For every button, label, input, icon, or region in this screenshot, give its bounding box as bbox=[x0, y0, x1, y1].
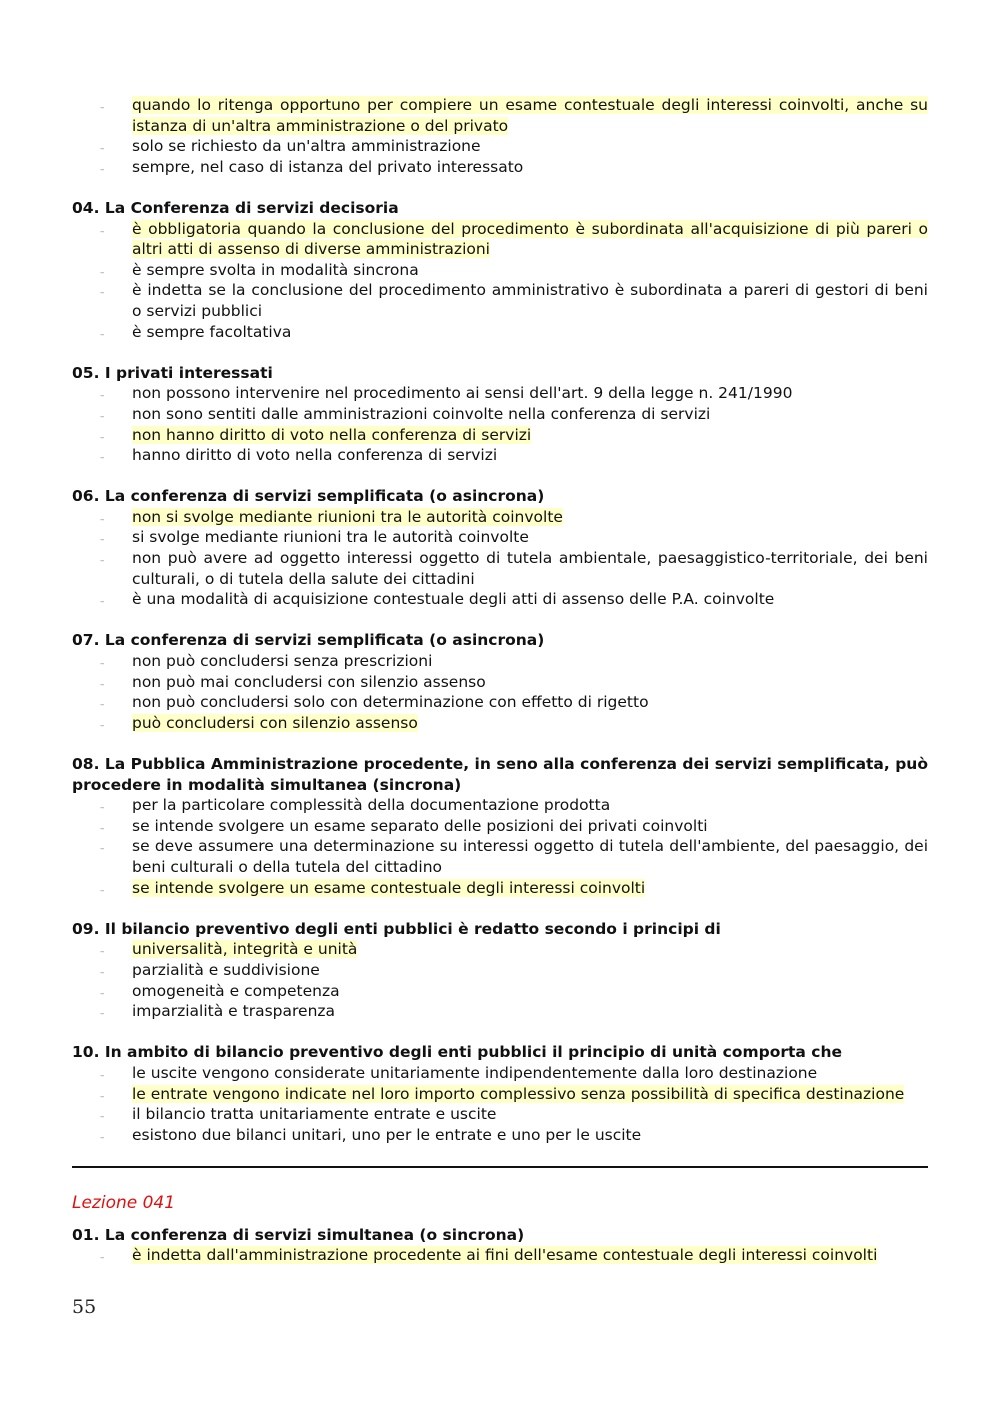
bullet-icon: – bbox=[100, 164, 105, 175]
answer-option bbox=[72, 816, 928, 837]
answer-option-correct bbox=[72, 1245, 928, 1266]
answer-option bbox=[72, 280, 928, 321]
answer-text: per la particolare complessità della documentazione prodotta bbox=[132, 796, 611, 815]
answer-option bbox=[72, 795, 928, 816]
answer-text: è obbligatoria quando la conclusione del procedimento è subordinata all'acquisizione di più pareri o altri atti di assenso di diverse amministrazioni bbox=[132, 219, 928, 259]
answer-option bbox=[72, 445, 928, 466]
answer-option bbox=[72, 589, 928, 610]
lesson-title: Lezione 041 bbox=[72, 1192, 176, 1213]
answer-text: solo se richiesto da un'altra amministrazione bbox=[132, 137, 481, 156]
question-block bbox=[72, 198, 928, 342]
answer-option bbox=[72, 960, 928, 981]
answer-option bbox=[72, 136, 928, 157]
question-title: 08. La Pubblica Amministrazione procedente, in seno alla conferenza dei servizi semplificata, può procedere in modalità simultanea (sincrona) bbox=[72, 755, 928, 794]
question-block bbox=[72, 630, 928, 733]
answer-text: se deve assumere una determinazione su interessi oggetto di tutela dell'ambiente, del paesaggio, dei beni culturali o della tutela del cittadino bbox=[132, 837, 928, 876]
lesson-question-list bbox=[72, 1225, 928, 1266]
answer-option bbox=[72, 404, 928, 425]
answer-text: le entrate vengono indicate nel loro importo complessivo senza possibilità di specifica destinazione bbox=[132, 1084, 905, 1103]
answer-text: è sempre svolta in modalità sincrona bbox=[132, 260, 419, 279]
answer-text: non può concludersi solo con determinazione con effetto di rigetto bbox=[132, 693, 649, 712]
bullet-icon: – bbox=[100, 1070, 105, 1081]
section-divider bbox=[72, 1166, 928, 1168]
question-block bbox=[72, 1042, 928, 1145]
answer-option-correct bbox=[72, 425, 928, 446]
bullet-icon: – bbox=[100, 823, 105, 834]
answer-option bbox=[72, 527, 928, 548]
answer-option-correct bbox=[72, 939, 928, 960]
answer-text: non può concludersi senza prescrizioni bbox=[132, 652, 433, 671]
bullet-icon: – bbox=[100, 144, 105, 155]
answer-text: le uscite vengono considerate unitariamente indipendentemente dalla loro destinazione bbox=[132, 1063, 818, 1082]
bullet-icon: – bbox=[100, 659, 105, 670]
answer-text: può concludersi con silenzio assenso bbox=[132, 713, 418, 732]
bullet-icon: – bbox=[100, 288, 105, 299]
answer-option bbox=[72, 1104, 928, 1125]
answer-text: parzialità e suddivisione bbox=[132, 960, 320, 979]
answer-text: esistono due bilanci unitari, uno per le entrate e uno per le uscite bbox=[132, 1125, 642, 1144]
bullet-icon: – bbox=[100, 803, 105, 814]
answer-option bbox=[72, 672, 928, 693]
question-block bbox=[72, 1225, 928, 1266]
answer-list bbox=[72, 795, 928, 898]
bullet-icon: – bbox=[100, 988, 105, 999]
bullet-icon: – bbox=[100, 1132, 105, 1143]
answer-option bbox=[72, 383, 928, 404]
answer-option bbox=[72, 322, 928, 343]
answer-text: non può avere ad oggetto interessi oggetto di tutela ambientale, paesaggistico-territoriale, dei beni culturali, o di tutela della salute dei cittadini bbox=[132, 549, 928, 588]
bullet-icon: – bbox=[100, 700, 105, 711]
answer-text: non possono intervenire nel procedimento ai sensi dell'art. 9 della legge n. 241/1990 bbox=[132, 384, 793, 403]
answer-list bbox=[72, 383, 928, 465]
answer-option bbox=[72, 651, 928, 672]
answer-option bbox=[72, 157, 928, 178]
answer-text: non si svolge mediante riunioni tra le autorità coinvolte bbox=[132, 507, 563, 526]
bullet-icon: – bbox=[100, 1253, 105, 1264]
bullet-icon: – bbox=[100, 411, 105, 422]
answer-list bbox=[72, 939, 928, 1021]
bullet-icon: – bbox=[100, 432, 105, 443]
question-title: 06. La conferenza di servizi semplificata (o asincrona) bbox=[72, 487, 545, 506]
question-03-continued bbox=[72, 95, 928, 177]
answer-list bbox=[72, 219, 928, 343]
answer-list bbox=[72, 507, 928, 610]
answer-option bbox=[72, 836, 928, 877]
answer-option bbox=[72, 1063, 928, 1084]
answer-text: universalità, integrità e unità bbox=[132, 940, 358, 959]
bullet-icon: – bbox=[100, 267, 105, 278]
question-list bbox=[72, 198, 928, 1145]
question-title: 09. Il bilancio preventivo degli enti pubblici è redatto secondo i principi di bbox=[72, 919, 721, 938]
question-title: 10. In ambito di bilancio preventivo degli enti pubblici il principio di unità comporta che bbox=[72, 1043, 842, 1062]
bullet-icon: – bbox=[100, 535, 105, 546]
question-title: 04. La Conferenza di servizi decisoria bbox=[72, 198, 399, 217]
answer-option bbox=[72, 1125, 928, 1146]
question-title: 01. La conferenza di servizi simultanea (o sincrona) bbox=[72, 1225, 525, 1244]
answer-text: sempre, nel caso di istanza del privato interessato bbox=[132, 157, 524, 176]
document-page bbox=[72, 95, 928, 1287]
answer-option bbox=[72, 981, 928, 1002]
bullet-icon: – bbox=[100, 844, 105, 855]
answer-text: imparzialità e trasparenza bbox=[132, 1002, 336, 1021]
answer-list bbox=[72, 1245, 928, 1266]
question-title: 07. La conferenza di servizi semplificata (o asincrona) bbox=[72, 631, 545, 650]
answer-list bbox=[72, 95, 928, 177]
answer-text: non sono sentiti dalle amministrazioni coinvolte nella conferenza di servizi bbox=[132, 404, 711, 423]
bullet-icon: – bbox=[100, 1009, 105, 1020]
bullet-icon: – bbox=[100, 329, 105, 340]
answer-text: è indetta se la conclusione del procedimento amministrativo è subordinata a pareri di gestori di beni o servizi pubblici bbox=[132, 281, 928, 320]
bullet-icon: – bbox=[100, 720, 105, 731]
answer-text: quando lo ritenga opportuno per compiere un esame contestuale degli interessi coinvolti, anche su istanza di un'altra amministrazione o del privato bbox=[132, 96, 928, 135]
bullet-icon: – bbox=[100, 947, 105, 958]
answer-option bbox=[72, 1001, 928, 1022]
answer-text: se intende svolgere un esame separato delle posizioni dei privati coinvolti bbox=[132, 816, 708, 835]
question-block bbox=[72, 363, 928, 466]
bullet-icon: – bbox=[100, 885, 105, 896]
bullet-icon: – bbox=[100, 514, 105, 525]
answer-list bbox=[72, 1063, 928, 1145]
answer-text: il bilancio tratta unitariamente entrate e uscite bbox=[132, 1105, 497, 1124]
bullet-icon: – bbox=[100, 453, 105, 464]
bullet-icon: – bbox=[100, 226, 105, 237]
answer-text: è una modalità di acquisizione contestuale degli atti di assenso delle P.A. coinvolte bbox=[132, 590, 775, 609]
bullet-icon: – bbox=[100, 967, 105, 978]
page-number: 55 bbox=[72, 1296, 97, 1318]
bullet-icon: – bbox=[100, 391, 105, 402]
bullet-icon: – bbox=[100, 679, 105, 690]
answer-option-correct bbox=[72, 219, 928, 260]
answer-text: non può mai concludersi con silenzio assenso bbox=[132, 672, 486, 691]
answer-text: non hanno diritto di voto nella conferenza di servizi bbox=[132, 425, 532, 444]
bullet-icon: – bbox=[100, 597, 105, 608]
answer-option-correct bbox=[72, 713, 928, 734]
answer-text: è indetta dall'amministrazione procedente ai fini dell'esame contestuale degli interessi coinvolti bbox=[132, 1246, 878, 1265]
question-block bbox=[72, 486, 928, 610]
answer-text: si svolge mediante riunioni tra le autorità coinvolte bbox=[132, 528, 529, 547]
answer-text: hanno diritto di voto nella conferenza di servizi bbox=[132, 446, 498, 465]
answer-option-correct bbox=[72, 95, 928, 136]
bullet-icon: – bbox=[100, 1112, 105, 1123]
answer-text: è sempre facoltativa bbox=[132, 322, 292, 341]
answer-option bbox=[72, 260, 928, 281]
bullet-icon: – bbox=[100, 556, 105, 567]
answer-list bbox=[72, 651, 928, 733]
answer-option-correct bbox=[72, 878, 928, 899]
bullet-icon: – bbox=[100, 1091, 105, 1102]
question-block bbox=[72, 919, 928, 1022]
answer-text: se intende svolgere un esame contestuale degli interessi coinvolti bbox=[132, 878, 646, 897]
bullet-icon: – bbox=[100, 103, 105, 113]
question-block bbox=[72, 754, 928, 898]
answer-text: omogeneità e competenza bbox=[132, 981, 340, 1000]
question-title: 05. I privati interessati bbox=[72, 363, 273, 382]
answer-option-correct bbox=[72, 507, 928, 528]
answer-option bbox=[72, 692, 928, 713]
answer-option-correct bbox=[72, 1084, 928, 1105]
answer-option bbox=[72, 548, 928, 589]
